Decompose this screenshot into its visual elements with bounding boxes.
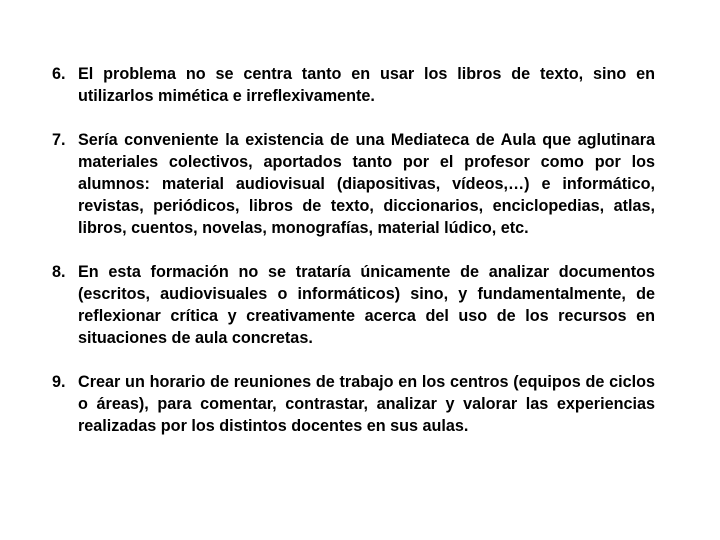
item-text: En esta formación no se trataría únicamente de analizar documentos (escritos, audiovisuales o informáticos) sino, y fundamentalmente, de reflexionar crítica y creativamente acerca del uso de los recursos en situaciones de aula concretas.	[78, 263, 655, 347]
item-text: Crear un horario de reuniones de trabajo en los centros (equipos de ciclos o áreas), para comentar, contrastar, analizar y valorar las experiencias realizadas por los distintos docentes en sus aulas.	[78, 373, 655, 435]
numbered-list	[52, 63, 655, 459]
item-text: Sería conveniente la existencia de una Mediateca de Aula que aglutinara materiales colectivos, aportados tanto por el profesor como por los alumnos: material audiovisual (diapositivas, vídeos,…) e informático, revistas, periódicos, libros de texto, diccionarios, enciclopedias, atlas, libros, cuentos, novelas, monografías, material lúdico, etc.	[78, 131, 655, 237]
item-number: 7.	[52, 131, 66, 149]
item-number: 9.	[52, 373, 66, 391]
item-number: 6.	[52, 65, 66, 83]
list-item-9	[52, 371, 655, 437]
list-item-7	[52, 129, 655, 239]
item-number: 8.	[52, 263, 66, 281]
list-item-6	[52, 63, 655, 107]
item-text: El problema no se centra tanto en usar los libros de texto, sino en utilizarlos mimética e irreflexivamente.	[78, 65, 655, 105]
list-item-8	[52, 261, 655, 349]
